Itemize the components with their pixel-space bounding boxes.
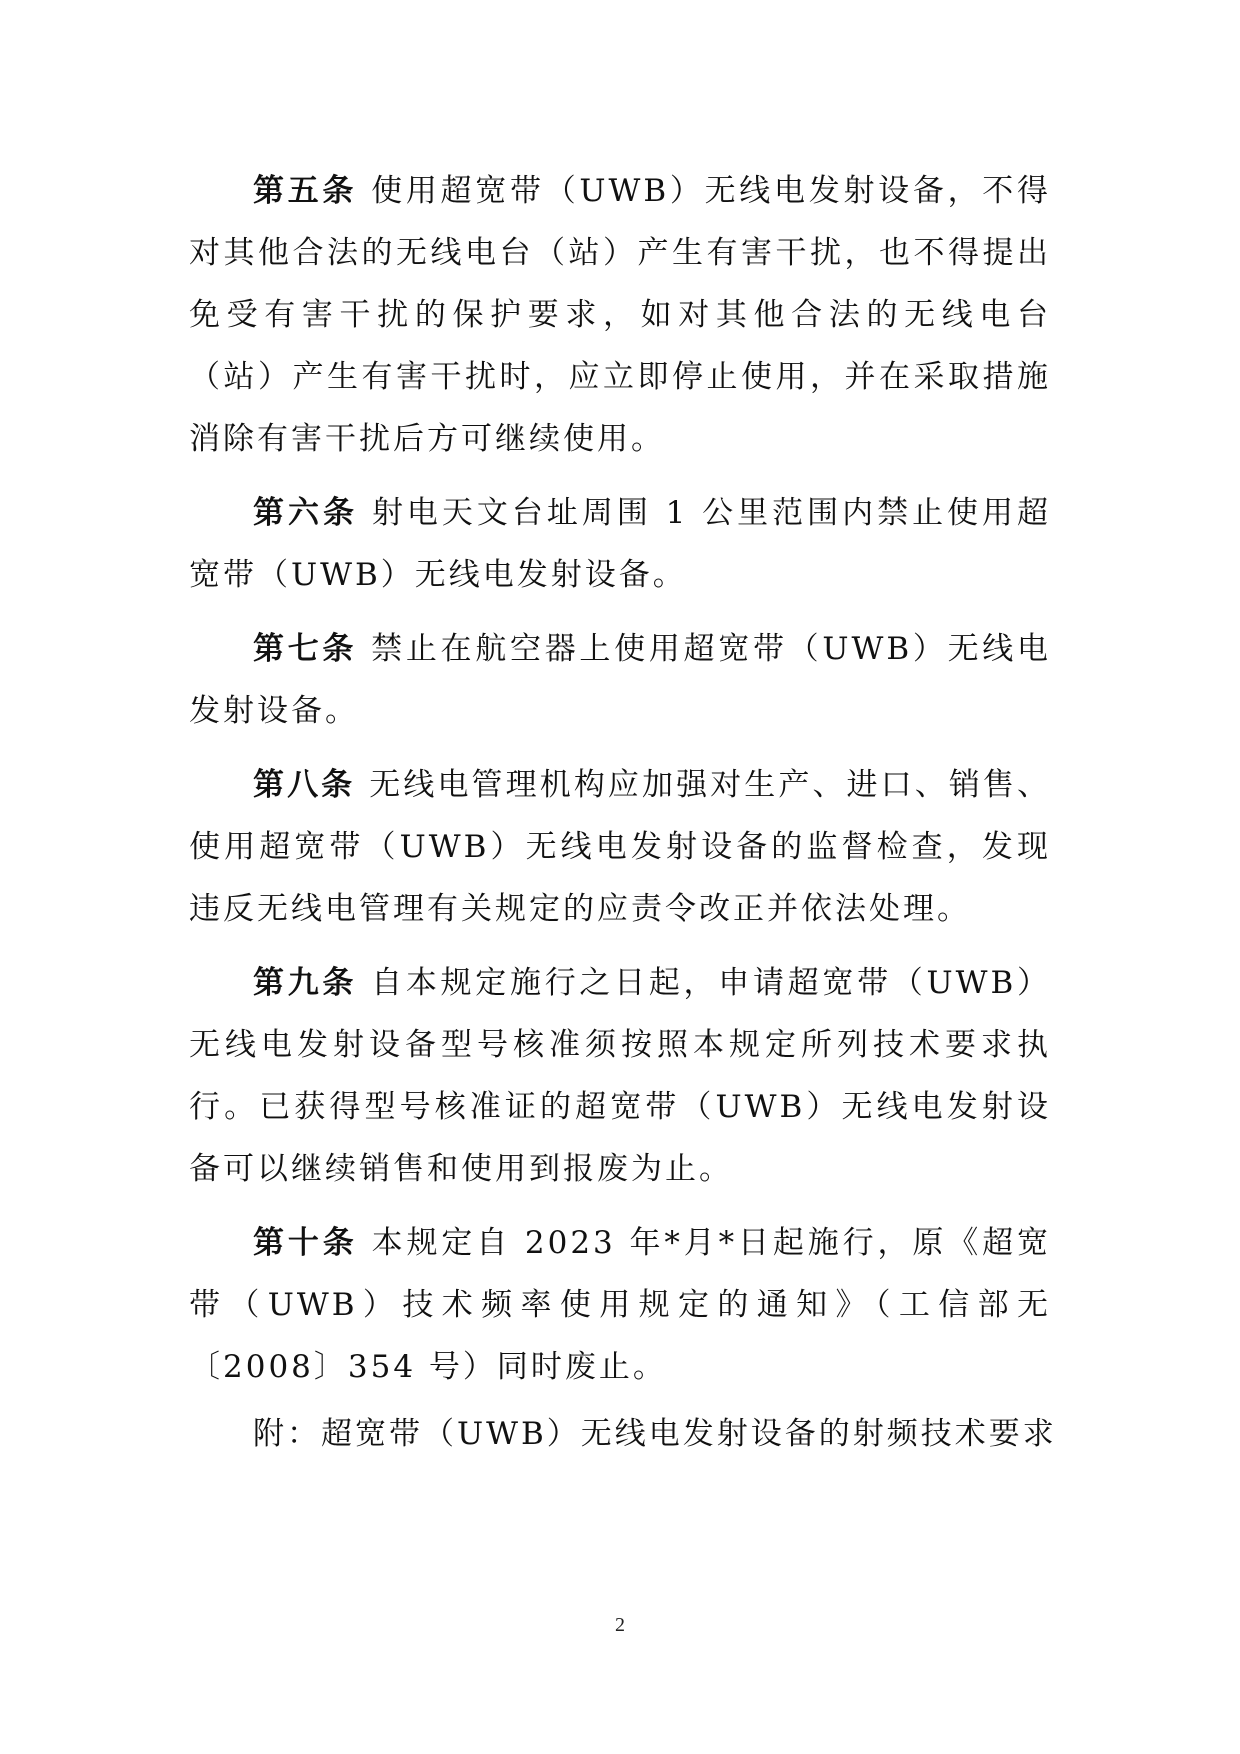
article-number: 第六条	[253, 495, 358, 531]
article-number: 第八条	[253, 767, 356, 803]
article-9	[189, 952, 1051, 1200]
page-number: 2	[615, 1614, 625, 1636]
article-number: 第五条	[253, 173, 358, 209]
article-number: 第九条	[253, 965, 358, 1001]
article-text: 使用超宽带（UWB）无线电发射设备，不得对其他合法的无线电台（站）产生有害干扰，也不得提出免受有害干扰的保护要求，如对其他合法的无线电台（站）产生有害干扰时，应立即停止使用，并在采取措施消除有害干扰后方可继续使用。	[189, 173, 1051, 457]
article-text: 自本规定施行之日起，申请超宽带（UWB）无线电发射设备型号核准须按照本规定所列技术要求执行。已获得型号核准证的超宽带（UWB）无线电发射设备可以继续销售和使用到报废为止。	[189, 965, 1051, 1187]
document-body	[189, 160, 1051, 1410]
article-10	[189, 1212, 1051, 1398]
attachment-note: 附：超宽带（UWB）无线电发射设备的射频技术要求	[253, 1416, 1057, 1452]
article-text: 射电天文台址周围 1 公里范围内禁止使用超宽带（UWB）无线电发射设备。	[189, 495, 1052, 593]
article-number: 第七条	[253, 631, 358, 667]
article-8	[189, 754, 1051, 940]
article-text: 禁止在航空器上使用超宽带（UWB）无线电发射设备。	[189, 631, 1051, 729]
article-number: 第十条	[253, 1225, 358, 1261]
article-text: 本规定自 2023 年*月*日起施行，原《超宽带（UWB）技术频率使用规定的通知》（工信部无〔2008〕354 号）同时废止。	[189, 1225, 1052, 1385]
article-6	[189, 482, 1051, 606]
article-7	[189, 618, 1051, 742]
article-text: 无线电管理机构应加强对生产、进口、销售、使用超宽带（UWB）无线电发射设备的监督检查，发现违反无线电管理有关规定的应责令改正并依法处理。	[189, 767, 1052, 927]
article-5	[189, 160, 1051, 470]
